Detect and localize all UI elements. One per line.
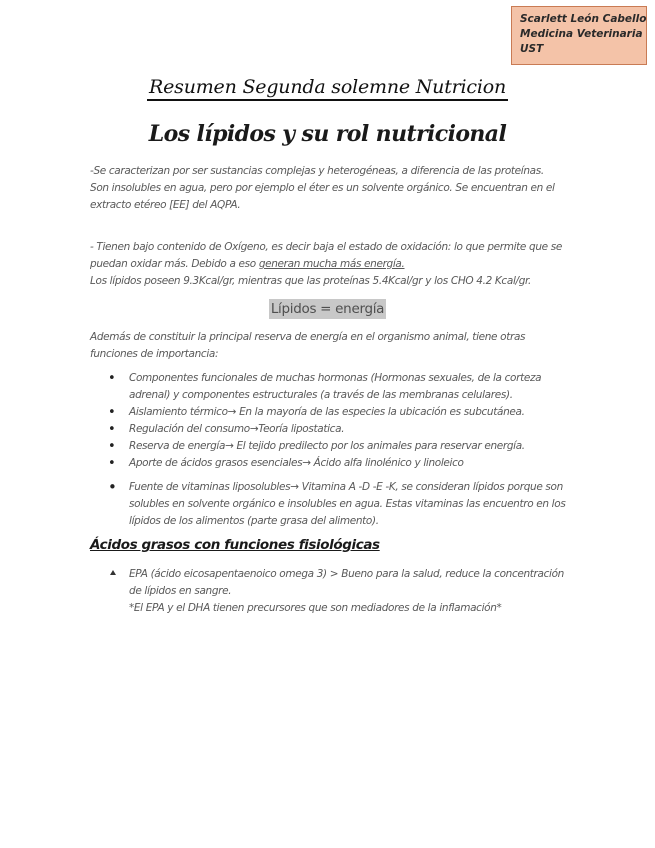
list-item <box>108 370 568 404</box>
epa-line-2: *El EPA y el DHA tienen precursores que son mediadores de la inflamación* <box>129 602 502 614</box>
epa-line-1: EPA (ácido eicosapentaenoico omega 3) > Bueno para la salud, reduce la concentración de lípidos en sangre. <box>129 568 564 597</box>
arrow-right-icon: → <box>249 423 259 435</box>
oxygen-line-2: Los lípidos poseen 9.3Kcal/gr, mientras que las proteínas 5.4Kcal/gr y los CHO 4.2 Kcal/gr. <box>90 275 532 287</box>
intro-paragraph <box>90 163 568 214</box>
list-item <box>108 455 568 472</box>
section-title: Ácidos grasos con funciones fisiológicas <box>90 537 380 553</box>
document-subtitle: Los lípidos y su rol nutricional <box>148 121 507 147</box>
list-item-label: Regulación del consumo <box>129 423 250 435</box>
list-item <box>108 421 568 438</box>
intro-line-1: -Se caracterizan por ser sustancias complejas y heterogéneas, a diferencia de las proteínas. <box>90 165 544 177</box>
list-item <box>108 438 568 455</box>
author-career: Medicina Veterinaria <box>520 28 643 40</box>
oxygen-line-1 <box>90 239 568 273</box>
list-item-text: Ácido alfa linolénico y linoleico <box>310 457 464 469</box>
list-item-text: Vitamina A -D -E -K, se consideran lípidos porque son solubles en solvente orgánico e insolubles en agua. Estas vitaminas las encuentro en los lípidos de los alimentos (parte grasa del alimento). <box>129 481 566 527</box>
triangle-bullet-icon <box>110 570 116 575</box>
oxygen-underlined-text: generan mucha más energía. <box>258 258 405 270</box>
list-item-label: Aislamiento térmico <box>129 406 228 418</box>
arrow-right-icon: → <box>302 457 311 469</box>
author-box <box>511 6 647 65</box>
document-title <box>0 76 655 98</box>
list-item-label: Reserva de energía <box>129 440 226 452</box>
arrow-right-icon: → <box>290 481 299 493</box>
list-item-text: Teoría lipostatica. <box>258 423 345 435</box>
list-item-label: Aporte de ácidos grasos esenciales <box>129 457 303 469</box>
list-item-text: En la mayoría de las especies la ubicación es subcutánea. <box>236 406 525 418</box>
oxygen-line-1-text: - Tienen bajo contenido de Oxígeno, es decir baja el estado de oxidación: lo que permite que se puedan oxidar más. Debido a eso <box>90 241 562 270</box>
list-item-text: Componentes funcionales de muchas hormonas (Hormonas sexuales, de la corteza adrenal) y componentes estructurales (a través de las membranas celulares). <box>129 372 542 401</box>
arrow-right-icon: → <box>225 440 234 452</box>
list-item <box>108 404 568 421</box>
list-item <box>108 479 568 530</box>
author-institution: UST <box>520 43 544 55</box>
epa-paragraph <box>129 566 569 617</box>
functions-intro: Además de constituir la principal reserva de energía en el organismo animal, tiene otras funciones de importancia: <box>90 331 526 360</box>
oxygen-paragraph <box>90 239 568 290</box>
functions-list <box>108 370 568 530</box>
arrow-right-icon: → <box>227 406 237 418</box>
list-item-text: El tejido predilecto por los animales para reservar energía. <box>233 440 525 452</box>
author-name: Scarlett León Cabello <box>520 13 647 25</box>
energy-highlight-text: Lípidos = energía <box>270 301 385 317</box>
document-title-text: Resumen Segunda solemne Nutricion <box>147 76 508 101</box>
energy-highlight <box>0 298 655 319</box>
list-item-label: Fuente de vitaminas liposolubles <box>129 481 291 493</box>
intro-line-2: Son insolubles en agua, pero por ejemplo el éter es un solvente orgánico. Se encuentran en el extracto etéreo [EE] del AQPA. <box>90 182 555 211</box>
